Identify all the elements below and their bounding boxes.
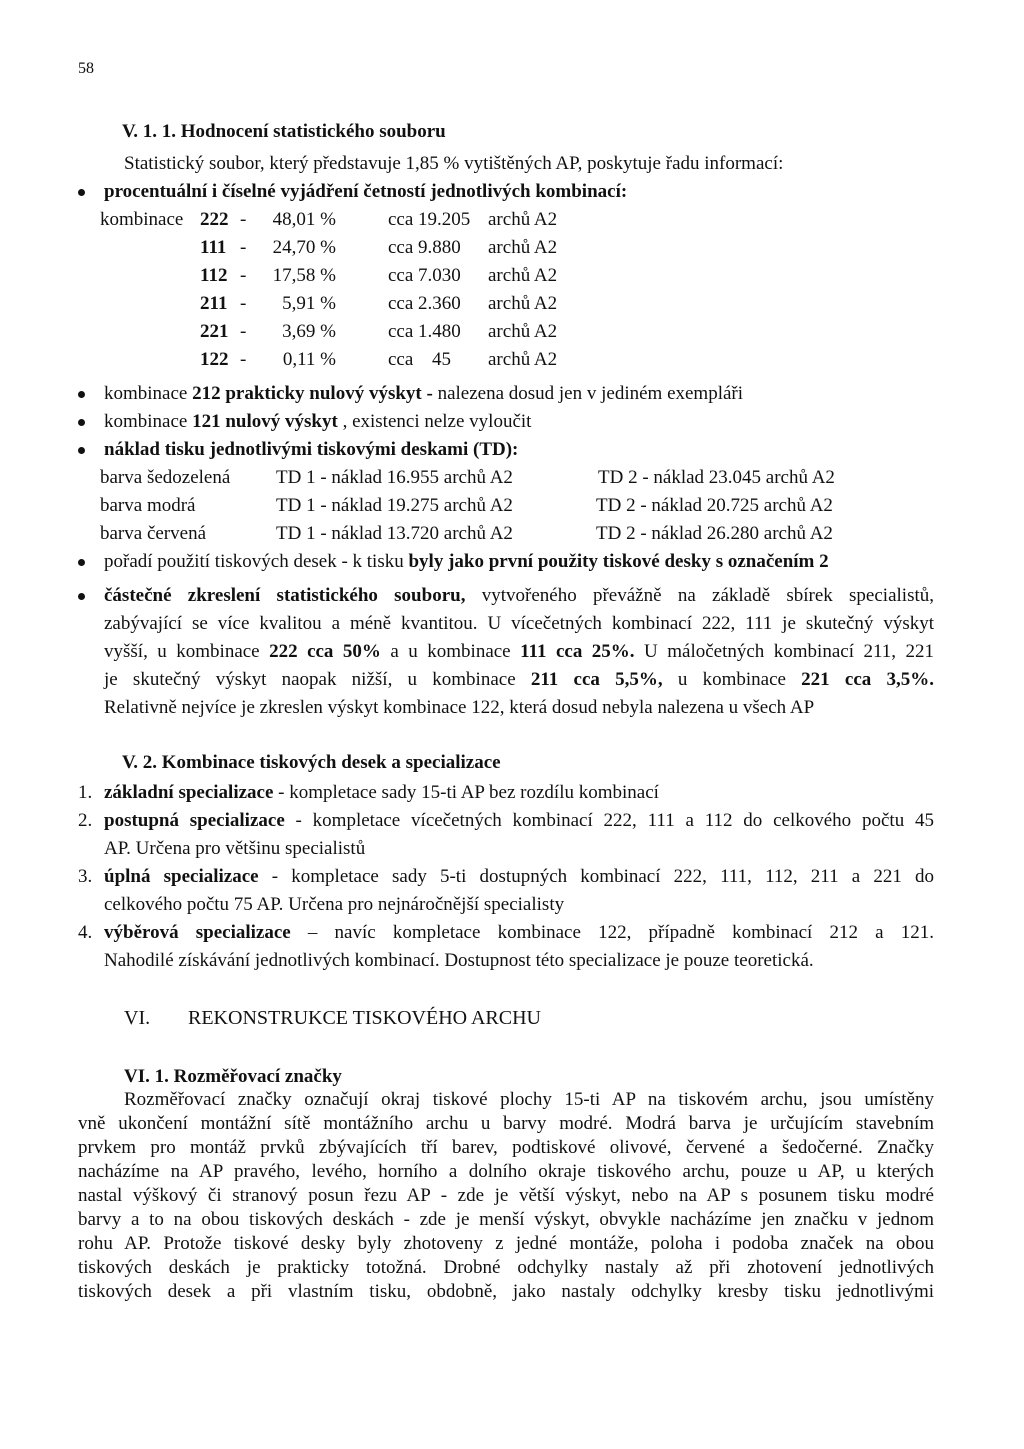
combo-dash: - xyxy=(240,293,247,314)
bias-line-4: je skutečný výskyt naopak nižší, u kombinace 211 cca 5,5%, u kombinace 221 cca 3,5%. xyxy=(104,669,934,690)
list-item-continuation: Nahodilé získávání jednotlivých kombinací. Dostupnost této specializace je pouze teoretická. xyxy=(104,950,814,971)
paragraph-line: Rozměřovací značky označují okraj tiskové plochy 15-ti AP na tiskovém archu, jsou umístěny xyxy=(124,1089,934,1110)
text: - kompletace sady 5-ti dostupných kombinací 222, 111, 112, 211 a 221 do xyxy=(258,866,934,887)
bias-line-2: zabývající se více kvalitou a méně kvantitou. U vícečetných kombinací 222, 111 je skutečný výskyt xyxy=(104,613,934,634)
bullet-frequencies: procentuální i číselné vyjádření četností jednotlivých kombinací: xyxy=(104,181,628,202)
combo-unit: archů A2 xyxy=(488,349,558,370)
text-bold: základní specializace xyxy=(104,782,274,803)
combo-code: 122 xyxy=(200,349,229,370)
text: – navíc kompletace kombinace 122, případně kombinací 212 a 121. xyxy=(290,922,934,943)
combo-count: cca 19.205 xyxy=(388,209,471,230)
combo-unit: archů A2 xyxy=(488,209,558,230)
combo-pct: 48,01 % xyxy=(272,209,336,230)
bullet-121 xyxy=(104,411,531,433)
bias-line-1: částečné zkreslení statistického souboru, vytvořeného převážně na základě sbírek specialistů, xyxy=(104,585,934,606)
bias-line-3: vyšší, u kombinace 222 cca 50% a u kombinace 111 cca 25%. U máločetných kombinací 211, 221 xyxy=(104,641,934,662)
combo-count: cca 7.030 xyxy=(388,265,461,286)
combo-pct: 5,91 % xyxy=(282,293,336,314)
text-bold: postupná specializace xyxy=(104,810,285,831)
page-number: 58 xyxy=(78,60,94,77)
paragraph-line: rohu AP. Protože tiskové desky byly zhotoveny z jedné montáže, poloha i podoba značek na obou xyxy=(78,1233,934,1254)
combo-unit: archů A2 xyxy=(488,321,558,342)
plate-td2: TD 2 - náklad 23.045 archů A2 xyxy=(598,467,835,488)
combo-pct: 17,58 % xyxy=(272,265,336,286)
combo-pct: 3,69 % xyxy=(282,321,336,342)
intro-paragraph: Statistický soubor, který představuje 1,85 % vytištěných AP, poskytuje řadu informací: xyxy=(124,153,784,174)
text: kombinace xyxy=(104,383,193,404)
list-number: 4. xyxy=(78,922,93,943)
list-number: 2. xyxy=(78,810,93,831)
list-item xyxy=(104,922,934,944)
text: nalezena dosud jen v jediném exempláři xyxy=(437,383,744,404)
bullet-plate-order xyxy=(104,551,829,573)
plate-color: barva šedozelená xyxy=(100,467,231,488)
combo-count: cca 45 xyxy=(388,349,452,370)
combo-unit: archů A2 xyxy=(488,265,558,286)
combo-pct: 24,70 % xyxy=(272,237,336,258)
plate-td2: TD 2 - náklad 20.725 archů A2 xyxy=(596,495,833,516)
text-bold: 222 cca 50% xyxy=(269,641,381,662)
plate-td1: TD 1 - náklad 13.720 archů A2 xyxy=(276,523,513,544)
list-item xyxy=(104,866,934,888)
plate-color: barva modrá xyxy=(100,495,196,516)
combo-code: 111 xyxy=(200,237,227,258)
combo-dash: - xyxy=(240,209,247,230)
text-bold: 121 nulový výskyt xyxy=(192,411,338,432)
chapter-number: VI. xyxy=(124,1007,151,1029)
combo-unit: archů A2 xyxy=(488,293,558,314)
text-bold: byly jako první použity tiskové desky s označením 2 xyxy=(408,551,829,572)
paragraph-line: nacházíme na AP pravého, levého, horního a dolního okraje tiskového archu, pouze u AP, u kterých xyxy=(78,1161,934,1182)
combo-code: 221 xyxy=(200,321,229,342)
text: pořadí použití tiskových desek - k tisku xyxy=(104,551,409,572)
text: - kompletace sady 15-ti AP bez rozdílu kombinací xyxy=(273,782,659,803)
paragraph-line: tiskových deskách je prakticky totožná. Drobné odchylky nastaly až při zhotovení jednotlivých xyxy=(78,1257,934,1278)
list-item xyxy=(104,782,659,804)
combo-dash: - xyxy=(240,265,247,286)
list-item-continuation: AP. Určena pro většinu specialistů xyxy=(104,838,366,859)
section-heading-vi1: VI. 1. Rozměřovací značky xyxy=(124,1066,342,1087)
combo-unit: archů A2 xyxy=(488,237,558,258)
text-bold: 211 cca 5,5%, xyxy=(530,669,663,690)
list-item xyxy=(104,810,934,832)
text-bold: 111 cca 25%. xyxy=(520,641,635,662)
combo-code: 222 xyxy=(200,209,229,230)
combo-dash: - xyxy=(240,321,247,342)
combo-prefix: kombinace xyxy=(100,209,184,230)
paragraph-line: tiskových desek a při vlastním tisku, obdobně, jako nastaly odchylky kresby tisku jednotlivými xyxy=(78,1281,934,1302)
bullet-print-run: náklad tisku jednotlivými tiskovými deskami (TD): xyxy=(104,439,519,460)
paragraph-line: barvy a to na obou tiskových deskách - zde je menší výskyt, obvykle nacházíme jen značku v jednom xyxy=(78,1209,934,1230)
paragraph-line: prvkem pro montáž prvků zbývajících tří barev, podtiskové olivové, červené a šedočerné. Značky xyxy=(78,1137,934,1158)
text-bold: 221 cca 3,5%. xyxy=(801,669,934,690)
text-bold: výběrová specializace xyxy=(104,922,291,943)
list-number: 1. xyxy=(78,782,93,803)
combo-code: 211 xyxy=(200,293,228,314)
text-bold: částečné zkreslení statistického souboru, xyxy=(104,585,466,606)
text-bold: úplná specializace xyxy=(104,866,259,887)
chapter-title: REKONSTRUKCE TISKOVÉHO ARCHU xyxy=(188,1007,541,1029)
plate-td2: TD 2 - náklad 26.280 archů A2 xyxy=(596,523,833,544)
combo-code: 112 xyxy=(200,265,228,286)
combo-count: cca 9.880 xyxy=(388,237,461,258)
combo-dash: - xyxy=(240,237,247,258)
plate-color: barva červená xyxy=(100,523,207,544)
list-number: 3. xyxy=(78,866,93,887)
bias-line-5: Relativně nejvíce je zkreslen výskyt kombinace 122, která dosud nebyla nalezena u všech AP xyxy=(104,697,815,718)
paragraph-line: vně ukončení montážní sítě montážního archu u barvy modré. Modrá barva je určujícím stavebním xyxy=(78,1113,934,1134)
text: - kompletace vícečetných kombinací 222, 111 a 112 do celkového počtu 45 xyxy=(284,810,934,831)
text-bold: 212 prakticky nulový výskyt - xyxy=(192,383,438,404)
combo-dash: - xyxy=(240,349,247,370)
combo-count: cca 2.360 xyxy=(388,293,461,314)
text: kombinace xyxy=(104,411,193,432)
combo-pct: 0,11 % xyxy=(282,349,336,370)
section-heading-v2: V. 2. Kombinace tiskových desek a specializace xyxy=(122,752,501,773)
section-heading-v11: V. 1. 1. Hodnocení statistického souboru xyxy=(122,121,446,142)
bullet-212 xyxy=(104,383,743,405)
plate-td1: TD 1 - náklad 19.275 archů A2 xyxy=(276,495,513,516)
combo-count: cca 1.480 xyxy=(388,321,461,342)
list-item-continuation: celkového počtu 75 AP. Určena pro nejnáročnější specialisty xyxy=(104,894,565,915)
paragraph-line: nastal výškový či stranový posun řezu AP - zde je větší výskyt, nebo na AP s posunem tisku modré xyxy=(78,1185,934,1206)
text: , existenci nelze vyloučit xyxy=(337,411,532,432)
plate-td1: TD 1 - náklad 16.955 archů A2 xyxy=(276,467,513,488)
